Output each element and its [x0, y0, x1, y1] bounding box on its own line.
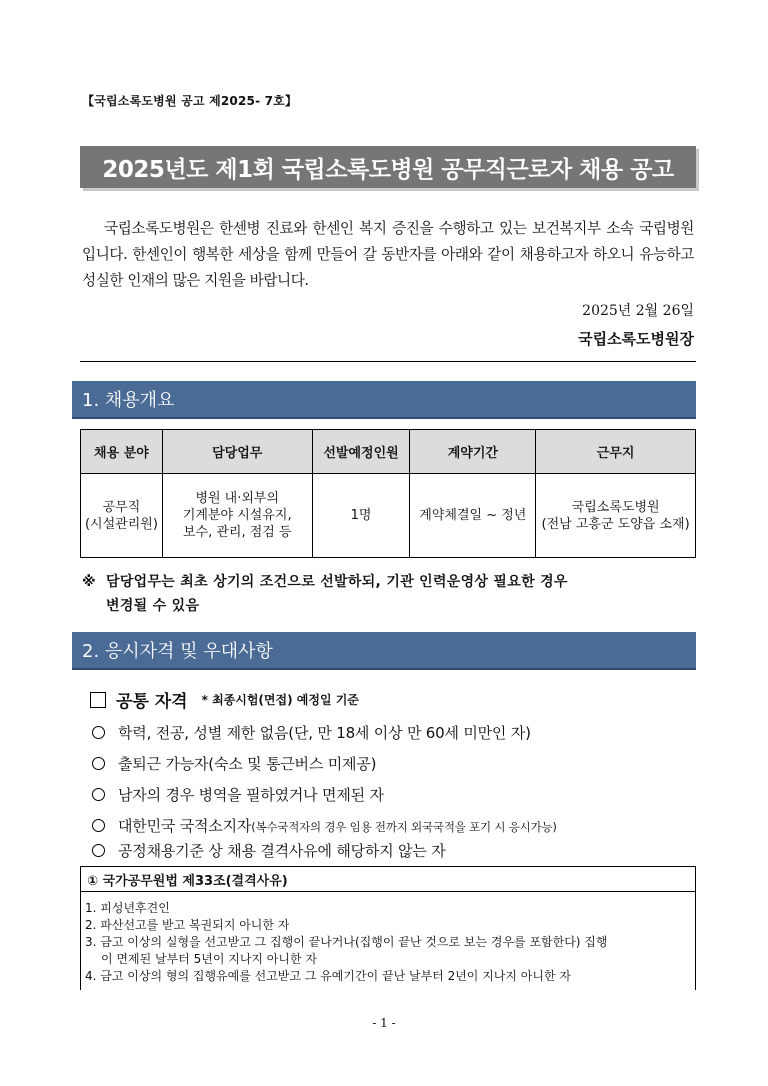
notice-number: 【국립소록도병원 공고 제2025- 7호】	[82, 94, 298, 108]
place-line: (전남 고흥군 도양읍 소재)	[541, 516, 690, 532]
duty-line: 기계분야 시설유지,	[182, 508, 292, 523]
disqualification-box	[80, 866, 696, 990]
table-header-cell: 근무지	[536, 430, 696, 474]
section-1-header: 1. 채용개요	[72, 381, 696, 419]
field-cell	[81, 474, 163, 558]
square-bullet-icon	[90, 692, 106, 708]
law-line: 4. 금고 이상의 형의 집행유예를 선고받고 그 유예기간이 끝난 날부터 2년이 지나지 아니한 자	[85, 969, 571, 983]
duty-cell	[162, 474, 312, 558]
count-cell: 1명	[312, 474, 410, 558]
qualification-text: 출퇴근 가능자(숙소 및 통근버스 미제공)	[118, 755, 377, 773]
duty-note	[82, 570, 696, 618]
law-line: 3. 금고 이상의 실형을 선고받고 그 집행이 끝나거나(집행이 끝난 것으로 보는 경우를 포함한다) 집행	[85, 935, 608, 949]
qualification-note: (복수국적자의 경우 임용 전까지 외국국적을 포기 시 응시가능)	[251, 820, 557, 834]
qualification-text: 학력, 전공, 성별 제한 없음(단, 만 18세 이상 만 60세 미만인 자)	[118, 724, 531, 742]
table-row	[81, 474, 696, 558]
list-item	[92, 753, 376, 774]
field-line: (시설관리원)	[84, 516, 158, 532]
law-line: 1. 피성년후견인	[85, 901, 170, 915]
place-line: 국립소록도병원	[571, 499, 660, 515]
intro-paragraph: 국립소록도병원은 한센병 진료와 한센인 복지 증진을 수행하고 있는 보건복지부 소속 국립병원입니다. 한센인이 행복한 세상을 함께 만들어 갈 동반자를 아래와 같이 채용하고자 하오니 유능하고 성실한 인재의 많은 지원을 바랍니다.	[82, 220, 694, 289]
page-number: - 1 -	[372, 1016, 396, 1030]
divider	[80, 361, 696, 362]
qualification-text: 공정채용기준 상 채용 결격사유에 해당하지 않는 자	[118, 842, 446, 860]
table-header-cell: 계약기간	[410, 430, 536, 474]
table-header-cell: 담당업무	[162, 430, 312, 474]
law-title: ① 국가공무원법 제33조(결격사유)	[81, 867, 695, 892]
document-title: 2025년도 제1회 국립소록도병원 공무직근로자 채용 공고	[80, 146, 696, 188]
common-sub: * 최종시험(면접) 예정일 기준	[201, 693, 359, 707]
list-item	[92, 784, 384, 805]
table-header-row	[81, 430, 696, 474]
note-line: 담당업무는 최초 상기의 조건으로 선발하되, 기관 인력운영상 필요한 경우	[106, 574, 568, 590]
list-item	[92, 815, 557, 836]
common-qualification	[90, 687, 359, 712]
common-label: 공통 자격	[116, 692, 188, 712]
circle-bullet-icon	[92, 726, 105, 739]
circle-bullet-icon	[92, 844, 105, 857]
circle-bullet-icon	[92, 819, 105, 832]
period-cell: 계약체결일 ~ 정년	[410, 474, 536, 558]
recruitment-overview-table	[80, 429, 696, 558]
list-item	[92, 722, 531, 743]
place-cell	[536, 474, 696, 558]
list-item	[92, 840, 446, 861]
table-header-cell: 선발예정인원	[312, 430, 410, 474]
qualification-text: 대한민국 국적소지자	[118, 817, 252, 835]
field-line: 공무직	[102, 499, 141, 515]
announcement-date: 2025년 2월 26일	[582, 303, 694, 319]
law-line: 이 면제된 날부터 5년이 지나지 아니한 자	[101, 952, 317, 966]
table-header-cell: 채용 분야	[81, 430, 163, 474]
duty-line: 병원 내·외부의	[195, 491, 280, 506]
circle-bullet-icon	[92, 757, 105, 770]
note-line: 변경될 수 있음	[106, 598, 200, 614]
reference-mark: ※	[82, 574, 96, 590]
signer: 국립소록도병원장	[578, 330, 694, 348]
law-list	[81, 892, 695, 985]
section-2-header: 2. 응시자격 및 우대사항	[72, 632, 696, 670]
qualification-text: 남자의 경우 병역을 필하였거나 면제된 자	[118, 786, 384, 804]
law-line: 2. 파산선고를 받고 복권되지 아니한 자	[85, 918, 290, 932]
duty-line: 보수, 관리, 점검 등	[182, 525, 292, 540]
circle-bullet-icon	[92, 788, 105, 801]
